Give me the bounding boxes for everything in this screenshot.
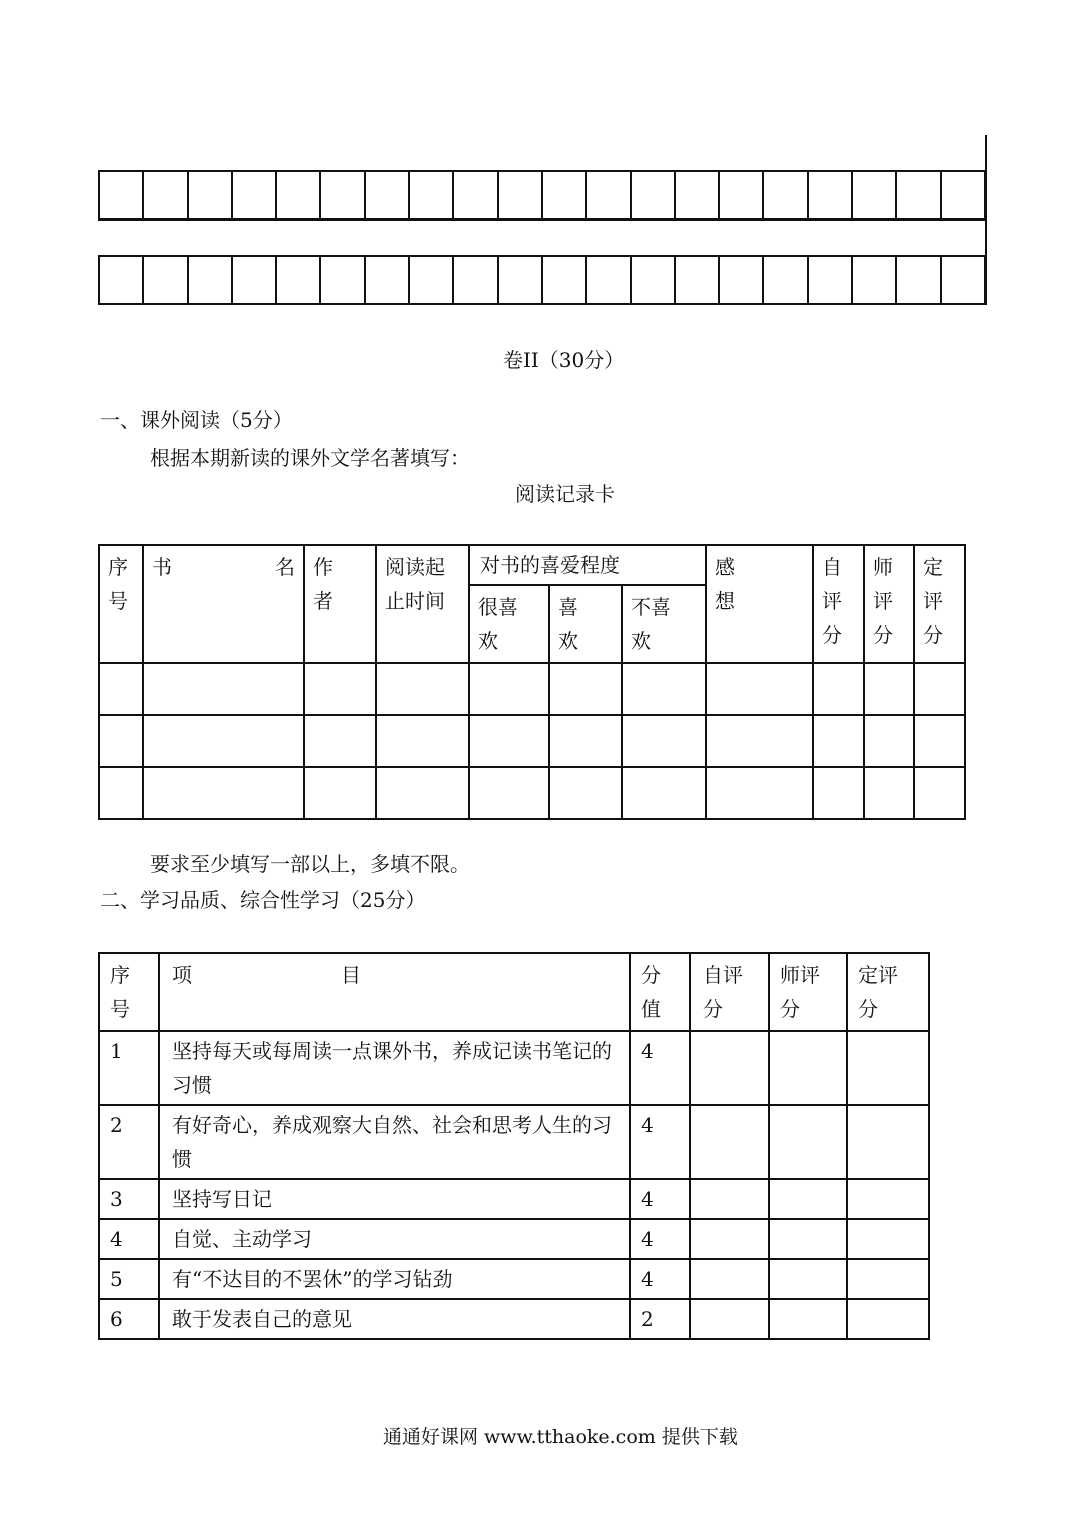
final-score-cell[interactable] bbox=[847, 1219, 929, 1259]
header-dislike: 不喜欢 bbox=[622, 585, 706, 663]
header-book-name: 书 名 bbox=[143, 545, 304, 663]
q-header-score: 分值 bbox=[630, 953, 690, 1031]
empty-cell[interactable] bbox=[864, 663, 914, 715]
row-number: 3 bbox=[99, 1179, 159, 1219]
grid-cell bbox=[99, 256, 143, 304]
q-header-teacher-score: 师评分 bbox=[769, 953, 847, 1031]
empty-cell[interactable] bbox=[549, 767, 622, 819]
empty-cell[interactable] bbox=[914, 767, 965, 819]
grid-cell bbox=[763, 256, 807, 304]
grid-cell bbox=[675, 171, 719, 219]
header-very-like: 很喜欢 bbox=[469, 585, 549, 663]
row-item: 自觉、主动学习 bbox=[159, 1219, 630, 1259]
header-time: 阅读起止时间 bbox=[376, 545, 469, 663]
grid-cell bbox=[232, 256, 276, 304]
empty-cell[interactable] bbox=[376, 663, 469, 715]
header-liking: 对书的喜爱程度 bbox=[469, 545, 706, 585]
header-author: 作者 bbox=[304, 545, 376, 663]
empty-cell[interactable] bbox=[706, 715, 813, 767]
grid-cell bbox=[453, 171, 497, 219]
self-score-cell[interactable] bbox=[690, 1259, 769, 1299]
empty-cell[interactable] bbox=[813, 767, 864, 819]
empty-cell[interactable] bbox=[622, 767, 706, 819]
table-row bbox=[99, 1259, 929, 1299]
grid-cell bbox=[586, 256, 630, 304]
empty-cell[interactable] bbox=[99, 715, 143, 767]
empty-cell[interactable] bbox=[304, 767, 376, 819]
row-score: 4 bbox=[630, 1031, 690, 1105]
empty-cell[interactable] bbox=[99, 663, 143, 715]
empty-cell[interactable] bbox=[549, 663, 622, 715]
row-item: 有好奇心，养成观察大自然、社会和思考人生的习惯 bbox=[159, 1105, 630, 1179]
empty-cell[interactable] bbox=[813, 663, 864, 715]
final-score-cell[interactable] bbox=[847, 1031, 929, 1105]
grid-cell bbox=[365, 171, 409, 219]
grid-cell bbox=[852, 256, 896, 304]
grid-cell bbox=[276, 256, 320, 304]
final-score-cell[interactable] bbox=[847, 1179, 929, 1219]
empty-cell[interactable] bbox=[304, 663, 376, 715]
row-score: 4 bbox=[630, 1179, 690, 1219]
self-score-cell[interactable] bbox=[690, 1105, 769, 1179]
reading-card-title: 阅读记录卡 bbox=[515, 482, 615, 506]
writing-grid-row-1 bbox=[98, 170, 986, 220]
part1-note: 要求至少填写一部以上，多填不限。 bbox=[150, 852, 470, 876]
teacher-score-cell[interactable] bbox=[769, 1299, 847, 1339]
empty-cell[interactable] bbox=[549, 715, 622, 767]
grid-cell bbox=[276, 171, 320, 219]
section-title: 卷II（30分） bbox=[503, 348, 625, 372]
table-row bbox=[99, 1105, 929, 1179]
row-score: 4 bbox=[630, 1259, 690, 1299]
part2-heading: 二、学习品质、综合性学习（25分） bbox=[100, 888, 426, 912]
grid-cell bbox=[808, 171, 852, 219]
row-item: 敢于发表自己的意见 bbox=[159, 1299, 630, 1339]
row-number: 2 bbox=[99, 1105, 159, 1179]
q-header-self-score: 自评分 bbox=[690, 953, 769, 1031]
empty-cell[interactable] bbox=[914, 663, 965, 715]
grid-cell bbox=[896, 171, 940, 219]
grid-cell bbox=[498, 256, 542, 304]
empty-cell[interactable] bbox=[622, 663, 706, 715]
table-row bbox=[99, 715, 965, 767]
grid-cell bbox=[409, 171, 453, 219]
header-feeling: 感想 bbox=[706, 545, 813, 663]
grid-cell bbox=[896, 256, 940, 304]
grid-cell bbox=[586, 171, 630, 219]
table-row bbox=[99, 663, 965, 715]
grid-cell bbox=[453, 256, 497, 304]
grid-cell bbox=[808, 256, 852, 304]
self-score-cell[interactable] bbox=[690, 1299, 769, 1339]
grid-cell bbox=[941, 256, 985, 304]
grid-cell bbox=[365, 256, 409, 304]
row-score: 4 bbox=[630, 1105, 690, 1179]
empty-cell[interactable] bbox=[469, 767, 549, 819]
empty-cell[interactable] bbox=[143, 767, 304, 819]
reading-record-table bbox=[98, 544, 966, 820]
self-score-cell[interactable] bbox=[690, 1031, 769, 1105]
header-like: 喜欢 bbox=[549, 585, 622, 663]
table-row bbox=[99, 767, 965, 819]
grid-cell bbox=[143, 171, 187, 219]
table-row bbox=[99, 1299, 929, 1339]
empty-cell[interactable] bbox=[143, 663, 304, 715]
grid-cell bbox=[763, 171, 807, 219]
teacher-score-cell[interactable] bbox=[769, 1219, 847, 1259]
teacher-score-cell[interactable] bbox=[769, 1259, 847, 1299]
grid-cell bbox=[320, 256, 364, 304]
q-header-item: 项 目 bbox=[159, 953, 630, 1031]
grid-cell bbox=[143, 256, 187, 304]
empty-cell[interactable] bbox=[706, 767, 813, 819]
grid-cell bbox=[941, 171, 985, 219]
part1-instruction: 根据本期新读的课外文学名著填写： bbox=[150, 446, 470, 470]
grid-cell bbox=[409, 256, 453, 304]
grid-cell bbox=[232, 171, 276, 219]
grid-cell bbox=[542, 256, 586, 304]
final-score-cell[interactable] bbox=[847, 1259, 929, 1299]
final-score-cell[interactable] bbox=[847, 1105, 929, 1179]
row-item: 坚持每天或每周读一点课外书，养成记读书笔记的习惯 bbox=[159, 1031, 630, 1105]
row-number: 6 bbox=[99, 1299, 159, 1339]
grid-cell bbox=[852, 171, 896, 219]
row-number: 1 bbox=[99, 1031, 159, 1105]
empty-cell[interactable] bbox=[469, 663, 549, 715]
teacher-score-cell[interactable] bbox=[769, 1031, 847, 1105]
row-number: 5 bbox=[99, 1259, 159, 1299]
grid-cell bbox=[631, 171, 675, 219]
self-score-cell[interactable] bbox=[690, 1219, 769, 1259]
empty-cell[interactable] bbox=[376, 715, 469, 767]
empty-cell[interactable] bbox=[469, 715, 549, 767]
grid-cell bbox=[631, 256, 675, 304]
part1-heading: 一、课外阅读（5分） bbox=[100, 408, 293, 432]
row-score: 4 bbox=[630, 1219, 690, 1259]
table-row bbox=[99, 1031, 929, 1105]
learning-quality-table bbox=[98, 952, 930, 1340]
grid-cell bbox=[498, 171, 542, 219]
header-seq: 序号 bbox=[99, 545, 143, 663]
final-score-cell[interactable] bbox=[847, 1299, 929, 1339]
q-header-final-score: 定评分 bbox=[847, 953, 929, 1031]
q-header-seq: 序号 bbox=[99, 953, 159, 1031]
empty-cell[interactable] bbox=[143, 715, 304, 767]
empty-cell[interactable] bbox=[864, 715, 914, 767]
header-teacher-score: 师评分 bbox=[864, 545, 914, 663]
empty-cell[interactable] bbox=[99, 767, 143, 819]
grid-cell bbox=[188, 256, 232, 304]
row-number: 4 bbox=[99, 1219, 159, 1259]
empty-cell[interactable] bbox=[376, 767, 469, 819]
grid-cell bbox=[320, 171, 364, 219]
empty-cell[interactable] bbox=[622, 715, 706, 767]
teacher-score-cell[interactable] bbox=[769, 1179, 847, 1219]
row-item: 有“不达目的不罢休”的学习钻劲 bbox=[159, 1259, 630, 1299]
grid-gap-line bbox=[98, 219, 986, 221]
empty-cell[interactable] bbox=[813, 715, 864, 767]
header-self-score: 自评分 bbox=[813, 545, 864, 663]
self-score-cell[interactable] bbox=[690, 1179, 769, 1219]
grid-cell bbox=[99, 171, 143, 219]
header-final-score: 定评分 bbox=[914, 545, 965, 663]
empty-cell[interactable] bbox=[304, 715, 376, 767]
writing-grid-row-2 bbox=[98, 255, 986, 305]
grid-cell bbox=[719, 256, 763, 304]
row-score: 2 bbox=[630, 1299, 690, 1339]
empty-cell[interactable] bbox=[914, 715, 965, 767]
footer-text: 通通好课网 www.tthaoke.com 提供下载 bbox=[383, 1426, 738, 1448]
row-item: 坚持写日记 bbox=[159, 1179, 630, 1219]
grid-cell bbox=[188, 171, 232, 219]
grid-cell bbox=[719, 171, 763, 219]
grid-cell bbox=[675, 256, 719, 304]
empty-cell[interactable] bbox=[706, 663, 813, 715]
grid-cell bbox=[542, 171, 586, 219]
table-row bbox=[99, 1219, 929, 1259]
table-row bbox=[99, 1179, 929, 1219]
empty-cell[interactable] bbox=[864, 767, 914, 819]
teacher-score-cell[interactable] bbox=[769, 1105, 847, 1179]
